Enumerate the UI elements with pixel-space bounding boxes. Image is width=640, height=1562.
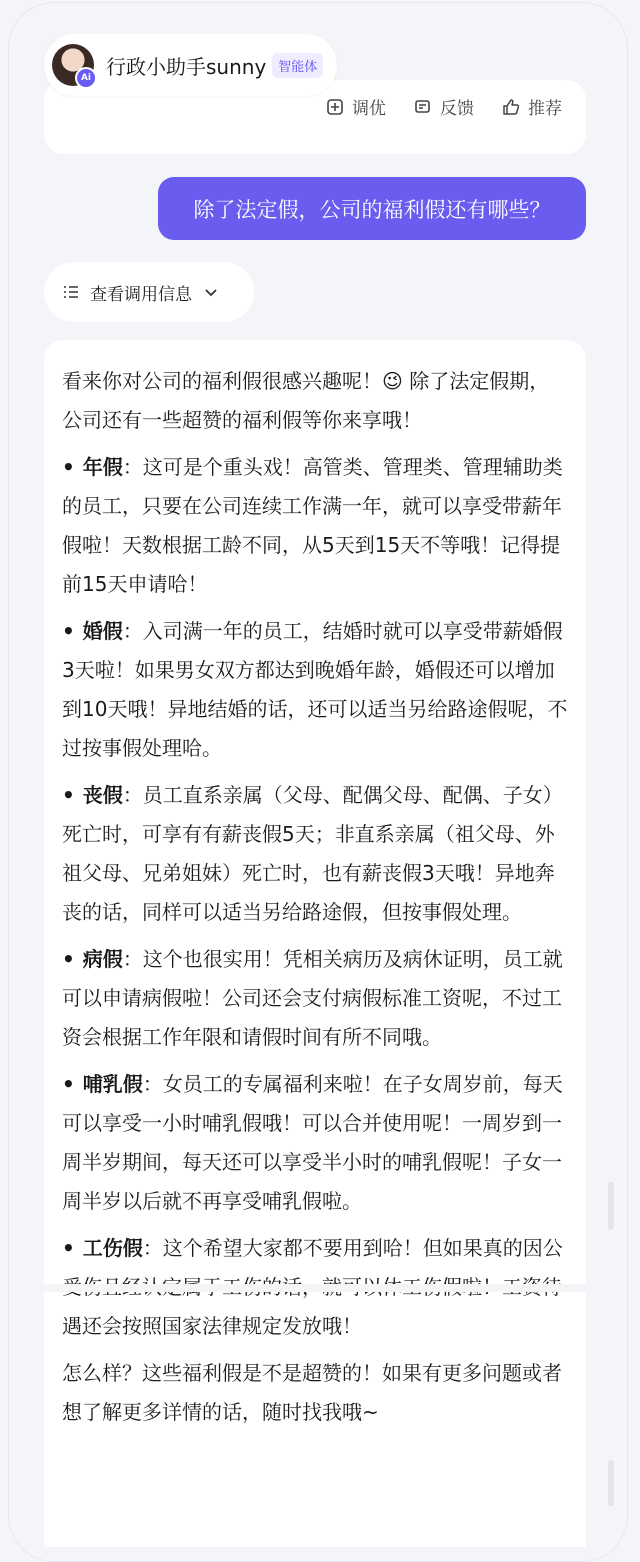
scroll-seam bbox=[44, 1284, 586, 1292]
recommend-button[interactable] bbox=[502, 94, 562, 119]
bullet-dot: • bbox=[62, 947, 75, 971]
leave-item-text: ：女员工的专属福利来啦！在子女周岁前，每天可以享受一小时哺乳假哦！可以合并使用呢！一周岁到一周半岁期间，每天还可以享受半小时的哺乳假呢！子女一周半岁以后就不再享受哺乳假啦。 bbox=[62, 1072, 563, 1213]
answer-intro: 看来你对公司的福利假很感兴趣呢！😉 除了法定假期，公司还有一些超赞的福利假等你来享哦！ bbox=[62, 369, 550, 432]
leave-item-title: 病假 bbox=[82, 947, 123, 971]
leave-item-title: 工伤假 bbox=[82, 1236, 143, 1260]
tune-button[interactable] bbox=[326, 94, 386, 119]
avatar bbox=[52, 44, 94, 86]
scrollbar-indicator-lower[interactable] bbox=[608, 1460, 614, 1506]
bullet-dot: • bbox=[62, 783, 75, 807]
leave-item bbox=[62, 940, 568, 1057]
scrollbar-indicator[interactable] bbox=[608, 1182, 614, 1230]
tune-label: 调优 bbox=[352, 99, 386, 119]
bullet-dot: • bbox=[62, 1072, 75, 1096]
leave-item bbox=[62, 448, 568, 604]
leave-item-text: ：这可是个重头戏！高管类、管理类、管理辅助类的员工，只要在公司连续工作满一年，就可以享受带薪年假啦！天数根据工龄不同，从5天到15天不等哦！记得提前15天申请哈！ bbox=[62, 455, 563, 596]
bullet-dot: • bbox=[62, 455, 75, 479]
leave-item-text: ：入司满一年的员工，结婚时就可以享受带薪婚假3天啦！如果男女双方都达到晚婚年龄，婚假还可以增加到10天哦！异地结婚的话，还可以适当另给路途假呢，不过按事假处理哈。 bbox=[62, 619, 568, 760]
leave-item-title: 年假 bbox=[82, 455, 123, 479]
bullet-dot: • bbox=[62, 1236, 75, 1260]
leave-item-title: 哺乳假 bbox=[82, 1072, 143, 1096]
recommend-label: 推荐 bbox=[528, 99, 562, 119]
feedback-label: 反馈 bbox=[440, 99, 474, 119]
bot-name: 行政小助手sunny bbox=[106, 54, 267, 79]
list-icon bbox=[62, 283, 80, 301]
feedback-button[interactable] bbox=[414, 94, 474, 119]
bullet-dot: • bbox=[62, 619, 75, 643]
leave-item-text: ：员工直系亲属（父母、配偶父母、配偶、子女）死亡时，可享有有薪丧假5天；非直系亲属（祖父母、外祖父母、兄弟姐妹）死亡时，也有薪丧假3天哦！异地奔丧的话，同样可以适当另给路途假，但按事假处理。 bbox=[62, 783, 563, 924]
previous-answer-actions bbox=[326, 94, 562, 119]
user-message-bubble bbox=[158, 177, 586, 240]
leave-item bbox=[62, 612, 568, 768]
user-message-text: 除了法定假，公司的福利假还有哪些？ bbox=[193, 197, 551, 222]
leave-item-title: 婚假 bbox=[82, 619, 123, 643]
ai-badge: Ai bbox=[75, 67, 97, 89]
call-info-label: 查看调用信息 bbox=[90, 284, 192, 305]
leave-item-title: 丧假 bbox=[82, 783, 123, 807]
answer-card bbox=[44, 340, 586, 1547]
leave-item bbox=[62, 1065, 568, 1221]
chevron-down-icon bbox=[202, 283, 220, 301]
bot-header[interactable] bbox=[44, 34, 337, 96]
agent-tag: 智能体 bbox=[272, 53, 323, 78]
feedback-icon bbox=[414, 98, 432, 116]
leave-item-text: ：这个希望大家都不要用到哈！但如果真的因公 遇还会按照国家法律规定发放哦！ bbox=[62, 1236, 563, 1338]
view-call-info-button[interactable] bbox=[44, 262, 254, 322]
answer-outro: 怎么样？这些福利假是不是超赞的！如果有更多问题或者想了解更多详情的话，随时找我哦~ bbox=[62, 1361, 562, 1424]
leave-item bbox=[62, 776, 568, 932]
thumbs-up-icon bbox=[502, 98, 520, 116]
tune-icon bbox=[326, 98, 344, 116]
leave-item-text: ：这个也很实用！凭相关病历及病休证明，员工就可以申请病假啦！公司还会支付病假标准工资呢，不过工资会根据工作年限和请假时间有所不同哦。 bbox=[62, 947, 563, 1049]
